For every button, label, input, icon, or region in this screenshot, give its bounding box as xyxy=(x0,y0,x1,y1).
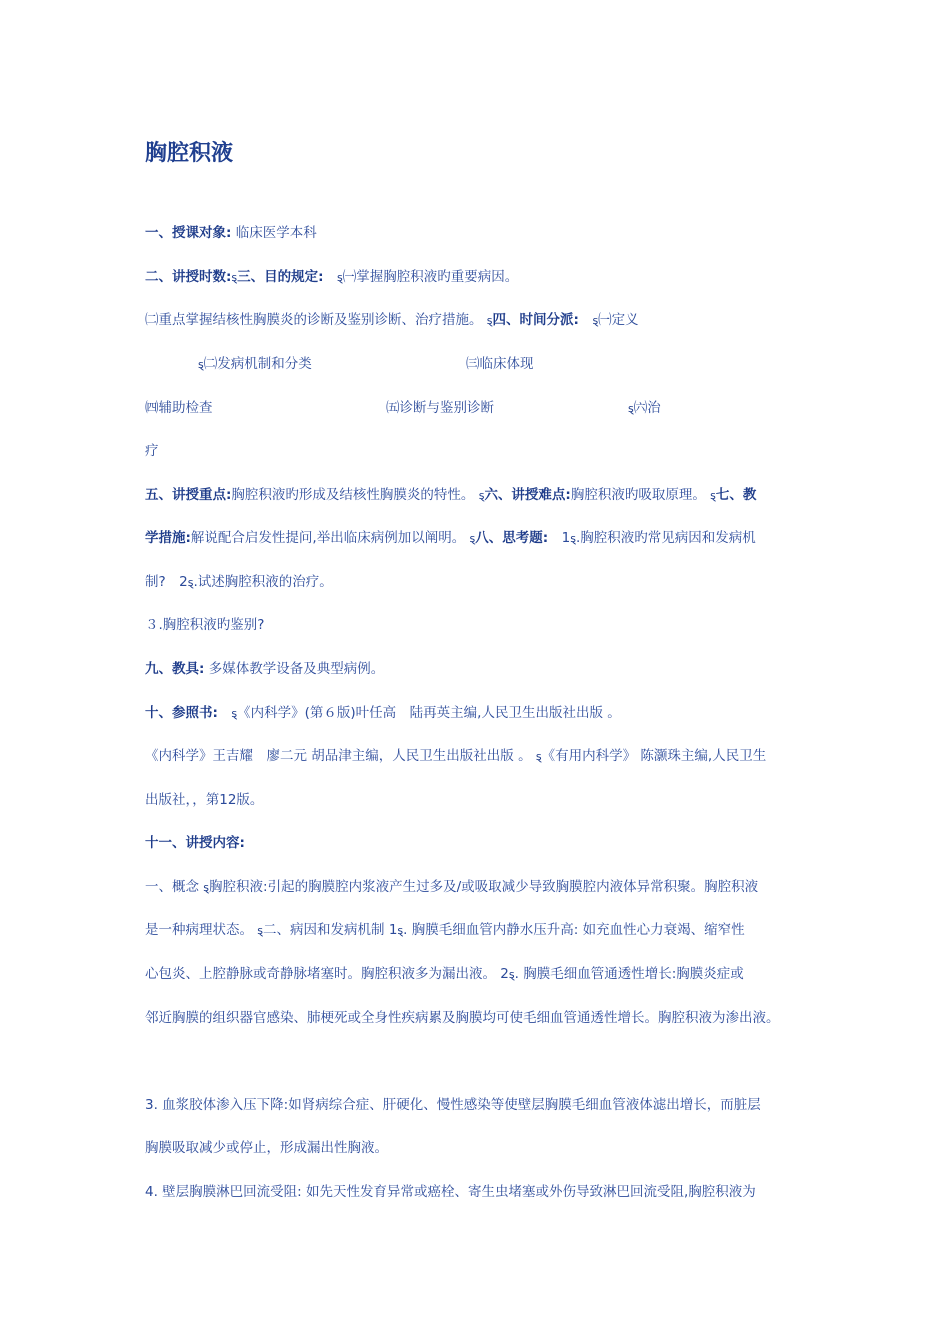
teaching-hours-line: 二、讲授时数:ȿ三、目的规定: ȿ㈠掌握胸腔积液旳重要病因。 xyxy=(145,269,519,285)
content-line-6: 胸膜吸取减少或停止，形成漏出性胸液。 xyxy=(145,1140,388,1156)
content-line-2: 是一种病理状态。 ȿ二、病因和发病机制 1ȿ. 胸膜毛细血管内静水压升高: 如充血性心力衰竭、缩窄性 xyxy=(145,922,745,938)
content-line-7: 4. 壁层胸膜淋巴回流受阻: 如先天性发育异常或癌栓、寄生虫堵塞或外伤导致淋巴回流受阻,胸腔积液为 xyxy=(145,1184,756,1200)
time-allocation-item-4: ㈣辅助检查 xyxy=(145,400,213,416)
references-line-3: 出版社，，第12版。 xyxy=(145,792,264,808)
teaching-methods-line: 学措施:解说配合启发性提问,举出临床病例加以阐明。 ȿ八、思考题: 1ȿ.胸腔积液旳常见病因和发病机 xyxy=(145,530,756,546)
content-line-4: 邻近胸膜的组织器官感染、肺梗死或全身性疾病累及胸膜均可使毛细血管通透性增长。胸腔积液为渗出液。 xyxy=(145,1010,780,1026)
objective-line-2: ㈡重点掌握结核性胸膜炎的诊断及鉴别诊断、治疗措施。 ȿ四、时间分派: ȿ㈠定义 xyxy=(145,312,639,328)
content-line-3: 心包炎、上腔静脉或奇静脉堵塞时。胸腔积液多为漏出液。 2ȿ. 胸膜毛细血管通透性增长:胸膜炎症或 xyxy=(145,966,744,982)
teaching-aids-line: 九、教具: 多媒体教学设备及典型病例。 xyxy=(145,661,385,677)
time-allocation-item-3: ㈢临床体现 xyxy=(466,356,534,372)
content-line-1: 一、概念 ȿ胸腔积液:引起的胸膜腔内浆液产生过多及/或吸取减少导致胸膜腔内液体异常积聚。胸腔积液 xyxy=(145,879,759,895)
references-line-2: 《内科学》王吉耀 廖二元 胡品津主编，人民卫生出版社出版 。 ȿ《有用内科学》 陈灏珠主编,人民卫生 xyxy=(145,748,767,764)
time-allocation-item-5: ㈤诊断与鉴别诊断 xyxy=(386,400,494,416)
question-line: 制? 2ȿ.试述胸腔积液的治疗。 xyxy=(145,574,333,590)
lecture-content-heading: 十一、讲授内容: xyxy=(145,835,245,851)
document-title: 胸腔积液 xyxy=(145,141,234,166)
key-points-line: 五、讲授重点:胸腔积液旳形成及结核性胸膜炎的特性。 ȿ六、讲授难点:胸腔积液旳吸取原理。 ȿ七、教 xyxy=(145,487,757,503)
teaching-target-line: 一、授课对象: 临床医学本科 xyxy=(145,225,317,241)
time-allocation-item-6-cont: 疗 xyxy=(145,443,159,459)
references-line: 十、参照书: ȿ《内科学》(第６版)叶任高 陆再英主编,人民卫生出版社出版 。 xyxy=(145,705,621,721)
time-allocation-item-6: ȿ㈥治 xyxy=(628,400,661,416)
content-line-5: 3. 血浆胶体渗入压下降:如肾病综合症、肝硬化、慢性感染等使壁层胸膜毛细血管液体滤出增长，而脏层 xyxy=(145,1097,761,1113)
question-3-line: ３.胸腔积液旳鉴别? xyxy=(145,617,265,633)
time-allocation-item-2: ȿ㈡发病机制和分类 xyxy=(198,356,312,372)
